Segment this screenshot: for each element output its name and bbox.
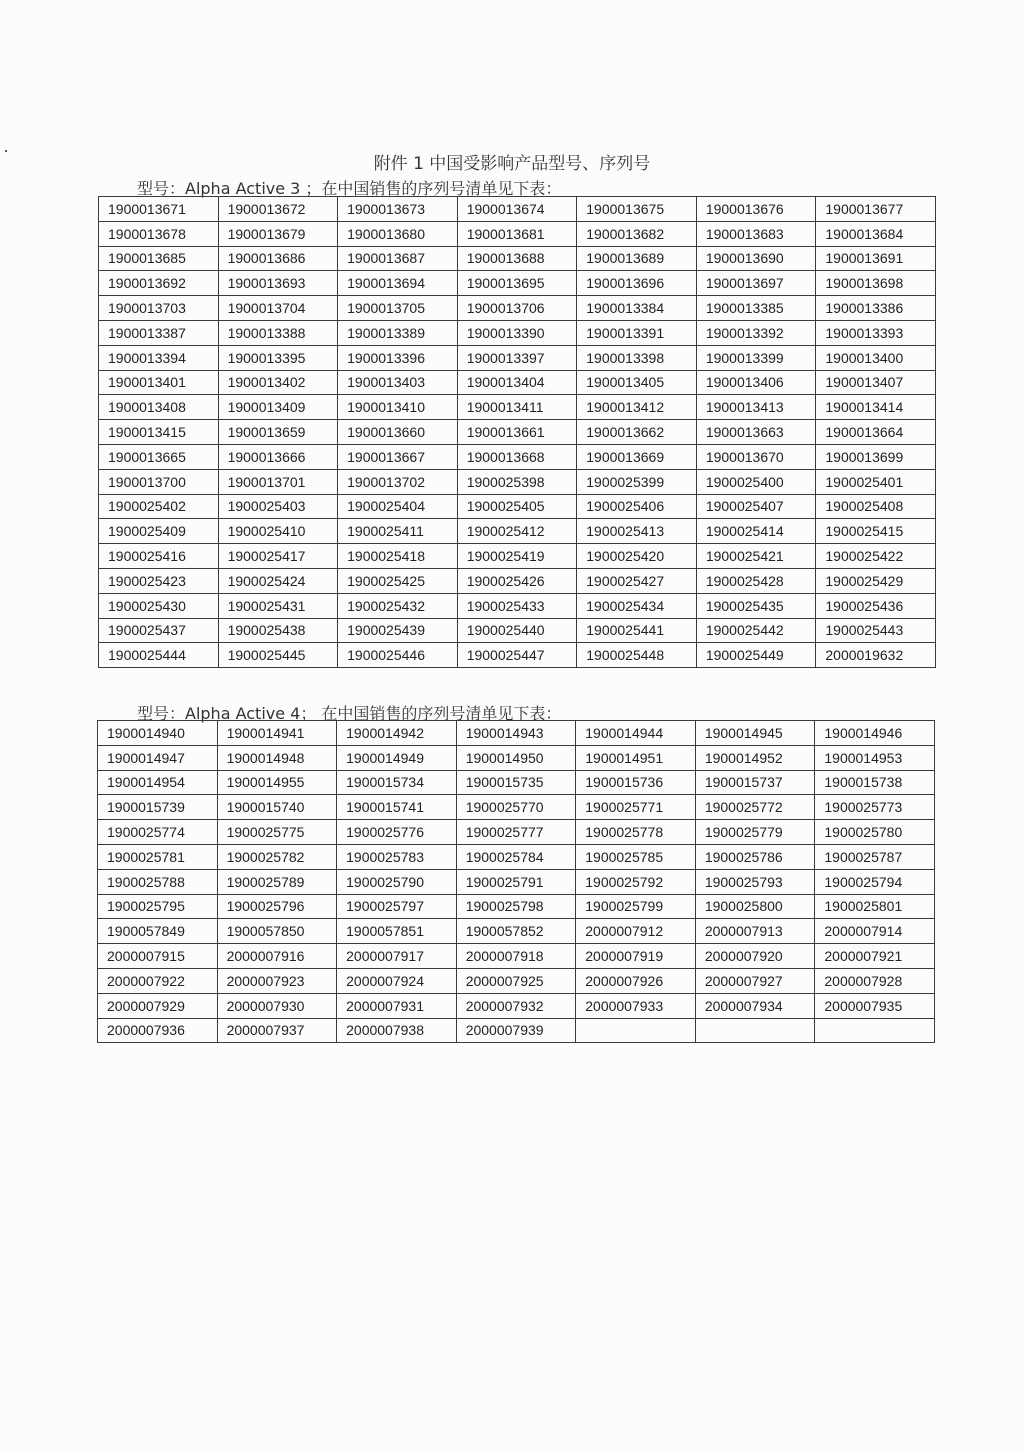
serial-number-cell: 1900013396 (338, 345, 458, 370)
serial-number-cell: 1900025425 (338, 568, 458, 593)
serial-number-cell: 2000007912 (576, 919, 696, 944)
serial-number-cell: 1900013403 (338, 370, 458, 395)
serial-number-cell: 1900025406 (577, 494, 697, 519)
serial-number-cell: 1900025774 (98, 820, 218, 845)
serial-number-cell: 1900025439 (338, 618, 458, 643)
serial-number-cell: 1900013390 (457, 320, 577, 345)
serial-number-cell: 1900013659 (218, 420, 338, 445)
serial-number-cell: 1900025783 (337, 844, 457, 869)
serial-number-cell: 1900013394 (99, 345, 219, 370)
serial-number-cell: 1900025422 (816, 544, 936, 569)
serial-number-cell: 1900025399 (577, 469, 697, 494)
serial-number-cell: 1900025780 (815, 820, 935, 845)
serial-number-cell: 1900025796 (217, 894, 337, 919)
serial-number-cell: 1900015739 (98, 795, 218, 820)
serial-number-cell: 1900025788 (98, 869, 218, 894)
table-row (98, 993, 935, 1018)
serial-number-cell: 1900025790 (337, 869, 457, 894)
table-row (98, 770, 935, 795)
serial-number-cell: 2000007934 (695, 993, 815, 1018)
serial-number-cell: 2000007932 (456, 993, 576, 1018)
serial-number-cell: 1900025786 (695, 844, 815, 869)
serial-number-cell: 1900013674 (457, 197, 577, 222)
serial-number-cell: 1900013699 (816, 444, 936, 469)
section-caption-alpha-active-3: 型号：Alpha Active 3 ；在中国销售的序列号清单见下表： (137, 179, 562, 198)
serial-number-cell: 1900057849 (98, 919, 218, 944)
serial-number-cell: 2000007931 (337, 993, 457, 1018)
serial-number-cell: 1900013387 (99, 320, 219, 345)
serial-number-cell: 1900025800 (695, 894, 815, 919)
serial-number-cell: 1900014943 (456, 721, 576, 746)
serial-number-cell: 1900025789 (217, 869, 337, 894)
serial-number-cell: 1900025407 (696, 494, 816, 519)
page-title: 附件 1 中国受影响产品型号、序列号 (373, 154, 651, 174)
table-row (99, 519, 936, 544)
serial-number-cell: 1900014941 (217, 721, 337, 746)
serial-number-cell: 1900025415 (816, 519, 936, 544)
serial-number-cell: 1900013414 (816, 395, 936, 420)
serial-number-cell: 1900013698 (816, 271, 936, 296)
serial-number-cell: 1900013665 (99, 444, 219, 469)
serial-number-cell: 2000007926 (576, 968, 696, 993)
serial-number-cell: 1900025418 (338, 544, 458, 569)
serial-number-cell: 1900013397 (457, 345, 577, 370)
serial-number-cell: 2000007923 (217, 968, 337, 993)
serial-number-cell: 2000007937 (217, 1018, 337, 1043)
table-row (99, 469, 936, 494)
serial-number-cell: 1900013685 (99, 246, 219, 271)
serial-number-cell: 1900025421 (696, 544, 816, 569)
serial-number-cell: 1900015735 (456, 770, 576, 795)
serial-number-cell: 1900013407 (816, 370, 936, 395)
serial-number-cell: 1900025784 (456, 844, 576, 869)
serial-number-cell: 1900014944 (576, 721, 696, 746)
serial-number-cell: 1900014953 (815, 745, 935, 770)
serial-number-cell: 1900013694 (338, 271, 458, 296)
serial-number-cell: 1900057850 (217, 919, 337, 944)
table-row (98, 968, 935, 993)
serial-number-cell: 2000007928 (815, 968, 935, 993)
serial-number-cell: 2000007925 (456, 968, 576, 993)
table-row (99, 345, 936, 370)
serial-number-cell: 2000007938 (337, 1018, 457, 1043)
table-row (99, 320, 936, 345)
serial-number-cell: 1900013701 (218, 469, 338, 494)
serial-number-cell: 1900025798 (456, 894, 576, 919)
serial-number-cell: 1900025432 (338, 593, 458, 618)
serial-number-cell: 1900013391 (577, 320, 697, 345)
serial-number-cell: 2000007930 (217, 993, 337, 1018)
serial-number-cell: 1900025771 (576, 795, 696, 820)
serial-number-cell: 1900013671 (99, 197, 219, 222)
table-row (98, 919, 935, 944)
serial-number-cell: 1900013384 (577, 296, 697, 321)
serial-number-cell: 1900025787 (815, 844, 935, 869)
serial-number-cell: 1900014952 (695, 745, 815, 770)
serial-number-cell: 1900025434 (577, 593, 697, 618)
serial-number-cell: 1900013686 (218, 246, 338, 271)
serial-number-cell: 1900025429 (816, 568, 936, 593)
serial-number-cell: 1900013393 (816, 320, 936, 345)
serial-number-cell: 1900057852 (456, 919, 576, 944)
serial-number-cell: 1900013700 (99, 469, 219, 494)
serial-number-cell: 1900013406 (696, 370, 816, 395)
serial-number-cell: 1900025794 (815, 869, 935, 894)
serial-table-alpha-active-3 (98, 196, 936, 668)
serial-number-cell: 2000007922 (98, 968, 218, 993)
serial-number-cell: 1900013410 (338, 395, 458, 420)
serial-number-cell: 1900025443 (816, 618, 936, 643)
serial-table-alpha-active-4 (97, 720, 935, 1043)
serial-number-cell: 1900013395 (218, 345, 338, 370)
serial-number-cell (815, 1018, 935, 1043)
serial-number-cell: 1900025770 (456, 795, 576, 820)
serial-number-cell: 2000007927 (695, 968, 815, 993)
serial-number-cell: 2000007929 (98, 993, 218, 1018)
serial-number-cell: 1900025782 (217, 844, 337, 869)
serial-number-cell: 1900025431 (218, 593, 338, 618)
table-row (98, 944, 935, 969)
serial-number-cell: 1900013662 (577, 420, 697, 445)
serial-number-cell: 2000007916 (217, 944, 337, 969)
serial-number-cell: 1900013693 (218, 271, 338, 296)
serial-number-cell: 1900025410 (218, 519, 338, 544)
serial-number-cell: 1900025775 (217, 820, 337, 845)
serial-number-cell: 1900025448 (577, 643, 697, 668)
table-row (99, 643, 936, 668)
serial-number-cell: 2000019632 (816, 643, 936, 668)
serial-number-cell: 2000007920 (695, 944, 815, 969)
table-row (98, 1018, 935, 1043)
serial-number-cell: 1900014946 (815, 721, 935, 746)
serial-number-cell: 1900025420 (577, 544, 697, 569)
serial-number-cell: 1900013703 (99, 296, 219, 321)
serial-number-cell: 1900015738 (815, 770, 935, 795)
serial-number-cell: 2000007921 (815, 944, 935, 969)
serial-number-cell: 1900025772 (695, 795, 815, 820)
serial-number-cell: 1900025791 (456, 869, 576, 894)
serial-number-cell: 1900013385 (696, 296, 816, 321)
serial-number-cell: 1900057851 (337, 919, 457, 944)
serial-number-cell: 1900013688 (457, 246, 577, 271)
table-row (99, 544, 936, 569)
serial-number-cell: 2000007933 (576, 993, 696, 1018)
serial-number-cell: 1900025403 (218, 494, 338, 519)
table-row (99, 197, 936, 222)
serial-number-cell: 1900013673 (338, 197, 458, 222)
serial-number-cell: 1900025446 (338, 643, 458, 668)
serial-number-cell: 1900013412 (577, 395, 697, 420)
serial-number-cell (695, 1018, 815, 1043)
serial-number-cell: 1900025449 (696, 643, 816, 668)
serial-number-cell: 1900013690 (696, 246, 816, 271)
serial-number-cell: 1900025445 (218, 643, 338, 668)
serial-number-cell: 1900025404 (338, 494, 458, 519)
serial-number-cell: 1900025398 (457, 469, 577, 494)
serial-number-cell: 1900013660 (338, 420, 458, 445)
serial-number-cell: 2000007939 (456, 1018, 576, 1043)
serial-number-cell: 1900013706 (457, 296, 577, 321)
serial-number-cell: 1900013683 (696, 221, 816, 246)
serial-number-cell: 1900025411 (338, 519, 458, 544)
serial-number-cell: 1900025413 (577, 519, 697, 544)
serial-number-cell: 1900025428 (696, 568, 816, 593)
serial-number-cell: 1900013386 (816, 296, 936, 321)
serial-number-cell: 1900013392 (696, 320, 816, 345)
serial-number-cell: 1900013678 (99, 221, 219, 246)
table-row (98, 820, 935, 845)
serial-number-cell: 1900025424 (218, 568, 338, 593)
serial-number-cell: 1900013415 (99, 420, 219, 445)
serial-number-cell: 1900025440 (457, 618, 577, 643)
serial-number-cell: 1900025414 (696, 519, 816, 544)
serial-number-cell: 1900013684 (816, 221, 936, 246)
table-row (98, 745, 935, 770)
serial-number-cell: 1900013689 (577, 246, 697, 271)
serial-number-cell: 1900013704 (218, 296, 338, 321)
serial-number-cell: 1900025447 (457, 643, 577, 668)
serial-number-cell: 1900025408 (816, 494, 936, 519)
serial-number-cell: 1900025433 (457, 593, 577, 618)
serial-number-cell (576, 1018, 696, 1043)
serial-number-cell: 1900013666 (218, 444, 338, 469)
serial-number-cell: 1900025792 (576, 869, 696, 894)
serial-number-cell: 1900013402 (218, 370, 338, 395)
serial-number-cell: 1900014942 (337, 721, 457, 746)
serial-number-cell: 1900015740 (217, 795, 337, 820)
serial-number-cell: 1900013664 (816, 420, 936, 445)
serial-number-cell: 1900014955 (217, 770, 337, 795)
serial-number-cell: 1900025441 (577, 618, 697, 643)
serial-number-cell: 2000007919 (576, 944, 696, 969)
serial-number-cell: 1900025779 (695, 820, 815, 845)
serial-number-cell: 1900013697 (696, 271, 816, 296)
section-caption-alpha-active-4: 型号：Alpha Active 4； 在中国销售的序列号清单见下表： (137, 704, 562, 723)
serial-number-cell: 1900013679 (218, 221, 338, 246)
serial-number-cell: 1900025773 (815, 795, 935, 820)
serial-number-cell: 1900013400 (816, 345, 936, 370)
serial-number-cell: 1900025426 (457, 568, 577, 593)
serial-number-cell: 1900025430 (99, 593, 219, 618)
serial-number-cell: 1900013667 (338, 444, 458, 469)
serial-number-cell: 2000007935 (815, 993, 935, 1018)
serial-number-cell: 1900013692 (99, 271, 219, 296)
serial-number-cell: 1900025435 (696, 593, 816, 618)
table-row (99, 420, 936, 445)
serial-number-cell: 1900025405 (457, 494, 577, 519)
serial-number-cell: 1900013413 (696, 395, 816, 420)
serial-number-cell: 1900025416 (99, 544, 219, 569)
table-row (99, 494, 936, 519)
serial-number-cell: 1900013670 (696, 444, 816, 469)
serial-number-cell: 1900025427 (577, 568, 697, 593)
table-row (98, 844, 935, 869)
serial-number-cell: 1900025444 (99, 643, 219, 668)
serial-number-cell: 1900013661 (457, 420, 577, 445)
table-row (98, 894, 935, 919)
table-row (99, 221, 936, 246)
serial-number-cell: 1900015741 (337, 795, 457, 820)
serial-number-cell: 1900014954 (98, 770, 218, 795)
serial-number-cell: 1900014949 (337, 745, 457, 770)
serial-number-cell: 1900014940 (98, 721, 218, 746)
serial-number-cell: 2000007915 (98, 944, 218, 969)
table-row (99, 593, 936, 618)
serial-number-cell: 1900025781 (98, 844, 218, 869)
serial-number-cell: 2000007913 (695, 919, 815, 944)
serial-number-cell: 1900013398 (577, 345, 697, 370)
serial-number-cell: 1900025776 (337, 820, 457, 845)
serial-number-cell: 1900013682 (577, 221, 697, 246)
serial-number-cell: 1900013705 (338, 296, 458, 321)
table-row (99, 271, 936, 296)
serial-number-cell: 1900015737 (695, 770, 815, 795)
serial-number-cell: 1900025442 (696, 618, 816, 643)
serial-number-cell: 1900025801 (815, 894, 935, 919)
serial-number-cell: 1900014950 (456, 745, 576, 770)
serial-number-cell: 1900014948 (217, 745, 337, 770)
serial-number-cell: 1900025795 (98, 894, 218, 919)
serial-number-cell: 2000007917 (337, 944, 457, 969)
serial-number-cell: 2000007936 (98, 1018, 218, 1043)
serial-number-cell: 1900025409 (99, 519, 219, 544)
table-row (98, 869, 935, 894)
serial-number-cell: 1900013404 (457, 370, 577, 395)
serial-number-cell: 1900013680 (338, 221, 458, 246)
serial-number-cell: 1900025419 (457, 544, 577, 569)
serial-number-cell: 1900013669 (577, 444, 697, 469)
serial-number-cell: 1900013409 (218, 395, 338, 420)
serial-number-cell: 1900013687 (338, 246, 458, 271)
table-row (99, 444, 936, 469)
serial-number-cell: 1900025402 (99, 494, 219, 519)
serial-number-cell: 1900025437 (99, 618, 219, 643)
serial-number-cell: 1900013401 (99, 370, 219, 395)
serial-number-cell: 1900025777 (456, 820, 576, 845)
serial-number-cell: 1900014951 (576, 745, 696, 770)
serial-number-cell: 1900013389 (338, 320, 458, 345)
serial-number-cell: 1900014945 (695, 721, 815, 746)
table-row (99, 395, 936, 420)
serial-number-cell: 1900013672 (218, 197, 338, 222)
serial-number-cell: 1900025438 (218, 618, 338, 643)
serial-number-cell: 1900013399 (696, 345, 816, 370)
serial-number-cell: 1900025412 (457, 519, 577, 544)
serial-number-cell: 1900025799 (576, 894, 696, 919)
serial-number-cell: 1900025423 (99, 568, 219, 593)
serial-number-cell: 1900013681 (457, 221, 577, 246)
serial-number-cell: 1900013411 (457, 395, 577, 420)
serial-number-cell: 1900025400 (696, 469, 816, 494)
serial-number-cell: 1900015736 (576, 770, 696, 795)
serial-number-cell: 1900013675 (577, 197, 697, 222)
table-row (99, 370, 936, 395)
serial-number-cell: 1900013695 (457, 271, 577, 296)
serial-number-cell: 1900013676 (696, 197, 816, 222)
serial-number-cell: 1900013408 (99, 395, 219, 420)
serial-number-cell: 1900013702 (338, 469, 458, 494)
serial-number-cell: 1900025401 (816, 469, 936, 494)
serial-number-cell: 1900025785 (576, 844, 696, 869)
serial-number-cell: 1900025797 (337, 894, 457, 919)
serial-number-cell: 1900025436 (816, 593, 936, 618)
serial-number-cell: 1900013405 (577, 370, 697, 395)
serial-number-cell: 1900025778 (576, 820, 696, 845)
table-row (99, 618, 936, 643)
table-row (99, 246, 936, 271)
serial-number-cell: 1900013691 (816, 246, 936, 271)
table-row (99, 568, 936, 593)
table-row (98, 795, 935, 820)
table-row (99, 296, 936, 321)
serial-number-cell: 2000007924 (337, 968, 457, 993)
serial-number-cell: 1900013663 (696, 420, 816, 445)
serial-number-cell: 2000007914 (815, 919, 935, 944)
serial-number-cell: 1900013677 (816, 197, 936, 222)
serial-number-cell: 1900013696 (577, 271, 697, 296)
serial-number-cell: 1900025417 (218, 544, 338, 569)
table-row (98, 721, 935, 746)
serial-number-cell: 1900025793 (695, 869, 815, 894)
serial-number-cell: 1900013668 (457, 444, 577, 469)
serial-number-cell: 1900013388 (218, 320, 338, 345)
serial-number-cell: 1900014947 (98, 745, 218, 770)
serial-number-cell: 1900015734 (337, 770, 457, 795)
serial-number-cell: 2000007918 (456, 944, 576, 969)
